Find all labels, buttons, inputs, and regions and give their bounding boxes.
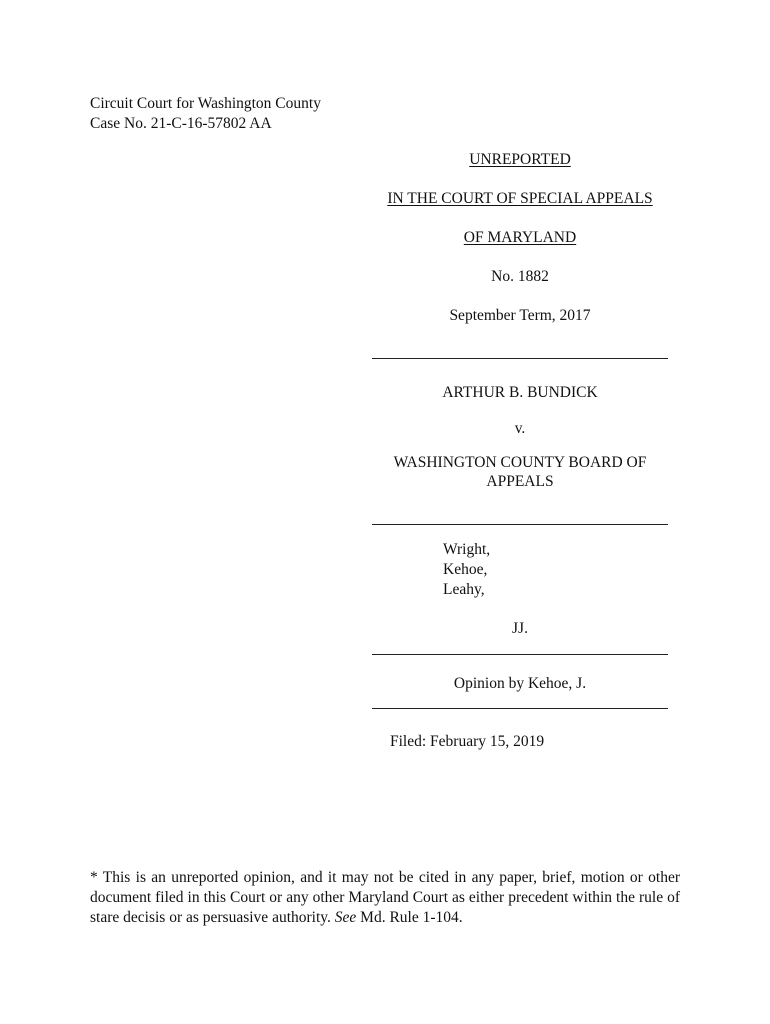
divider-rule-4 [372,708,668,709]
versus: v. [514,420,526,437]
judge-name: Leahy, [443,581,485,598]
state-heading [372,228,668,248]
court-name-text: IN THE COURT OF SPECIAL APPEALS [387,190,653,207]
footnote-rule: Md. Rule 1-104. [360,909,463,926]
opinion-author: Opinion by Kehoe, J. [453,675,587,692]
appellee-name-line1: WASHINGTON COUNTY BOARD OF [393,454,647,471]
divider-rule-1 [372,358,668,359]
circuit-court-line: Circuit Court for Washington County [90,95,321,112]
term: September Term, 2017 [449,307,591,324]
filed-date: Filed: February 15, 2019 [390,733,545,750]
judge-panel [443,540,490,600]
judges-suffix: JJ. [512,620,528,637]
unreported-text: UNREPORTED [469,151,571,168]
divider-rule-2 [372,524,668,525]
appellee-name-line2: APPEALS [486,473,554,490]
appellant-name: ARTHUR B. BUNDICK [442,384,598,401]
unreported-footnote [90,868,680,928]
state-text: OF MARYLAND [463,229,577,246]
case-number-line: Case No. 21-C-16-57802 AA [90,115,272,132]
docket-number: No. 1882 [491,268,549,285]
court-name-heading [372,189,668,209]
judge-name: Wright, [443,541,491,558]
footnote-main-text: * This is an unreported opinion, and it may not be cited in any paper, brief, motion or other document filed in this Court or any other Maryland Court as either precedent within the rule of stare decisis or as persuasive authority. [90,869,680,926]
judge-name: Kehoe, [443,561,488,578]
footnote-see: See [334,909,357,926]
unreported-heading [372,150,668,170]
divider-rule-3 [372,654,668,655]
